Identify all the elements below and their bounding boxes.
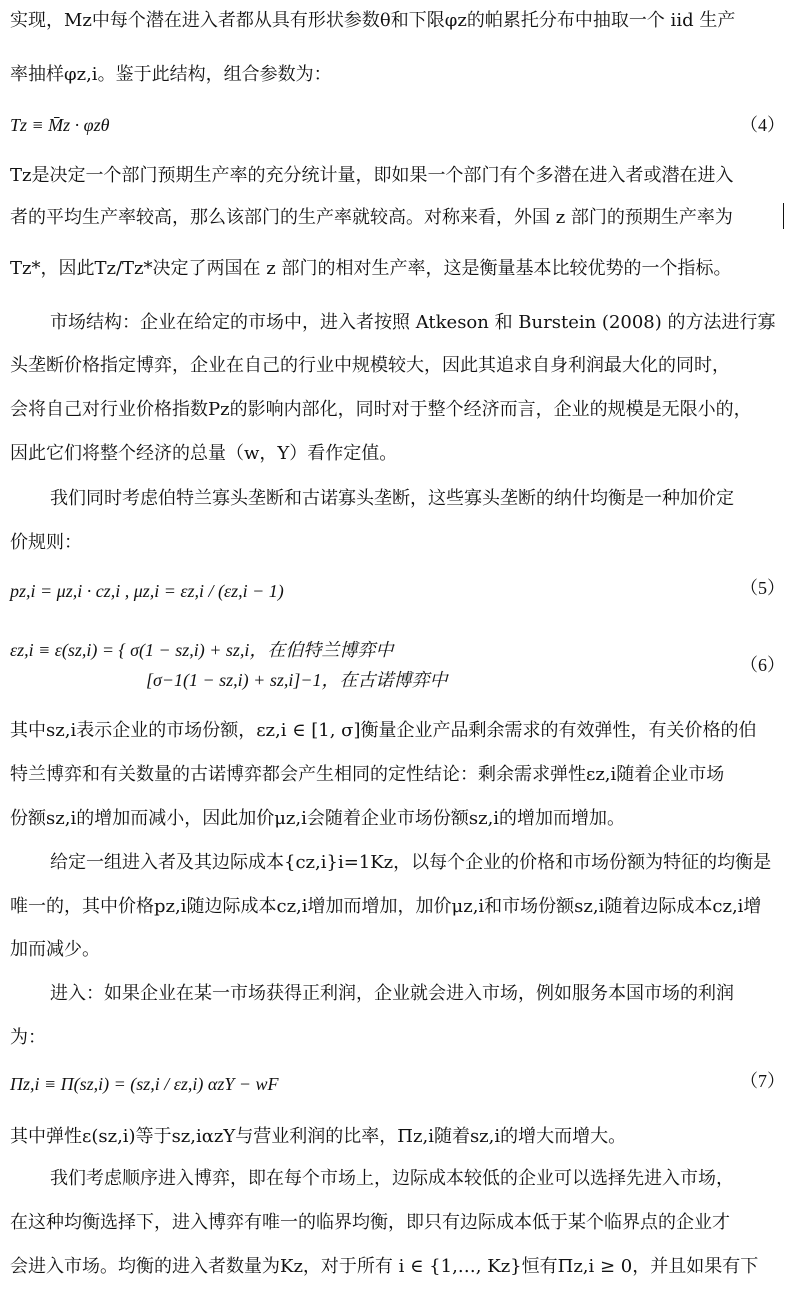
equation-7: Πz,i ≡ Π(sz,i) = (sz,i / εz,i) αzY − wF bbox=[10, 1074, 279, 1094]
text-line: 其中sz,i表示企业的市场份额，εz,i ∈ [1, σ]衡量企业产品剩余需求的有效弹性，有关价格的伯 bbox=[10, 720, 757, 741]
text-line: 会进入市场。均衡的进入者数量为Kz，对于所有 i ∈ {1,…, Kz}恒有Πz,i ≥ 0，并且如果有下 bbox=[10, 1256, 759, 1277]
equation-number-7: （7） bbox=[740, 1071, 785, 1091]
text-line: 给定一组进入者及其边际成本{cz,i}i=1Kz，以每个企业的价格和市场份额为特征的均衡是 bbox=[50, 852, 772, 873]
paragraph-entry: 进入：如果企业在某一市场获得正利润，企业就会进入市场，例如服务本国市场的利润 bbox=[50, 983, 734, 1004]
text-line: 我们同时考虑伯特兰寡头垄断和古诺寡头垄断，这些寡头垄断的纳什均衡是一种加价定 bbox=[50, 488, 734, 509]
text-line: 唯一的，其中价格pz,i随边际成本cz,i增加而增加，加价μz,i和市场份额sz,i随着边际成本cz,i增 bbox=[10, 896, 762, 917]
equation-4: Tz ≡ M̄z · φzθ bbox=[10, 115, 110, 135]
text-line: 者的平均生产率较高，那么该部门的生产率就较高。对称来看，外国 z 部门的预期生产率为 bbox=[10, 207, 733, 228]
text-line: 加而减少。 bbox=[10, 939, 100, 960]
text-line: 在这种均衡选择下，进入博弈有唯一的临界均衡，即只有边际成本低于某个临界点的企业才 bbox=[10, 1212, 730, 1233]
text-line: 价规则： bbox=[10, 532, 82, 553]
text-line: 会将自己对行业价格指数Pz的影响内部化，同时对于整个经济而言，企业的规模是无限小的， bbox=[10, 399, 752, 420]
equation-number-6: （6） bbox=[740, 655, 785, 675]
paragraph-market-structure: 市场结构：企业在给定的市场中，进入者按照 Atkeson 和 Burstein (2008) 的方法进行寡 bbox=[50, 312, 776, 333]
text-line: Tz*，因此Tz/Tz*决定了两国在 z 部门的相对生产率，这是衡量基本比较优势的一个指标。 bbox=[10, 258, 732, 279]
text-line: 因此它们将整个经济的总量（w，Y）看作定值。 bbox=[10, 443, 398, 464]
text-cursor bbox=[783, 203, 784, 229]
equation-number-5: （5） bbox=[740, 578, 785, 598]
equation-number-4: （4） bbox=[740, 115, 785, 135]
text-line: 为： bbox=[10, 1027, 46, 1048]
text-line: Tz是决定一个部门预期生产率的充分统计量，即如果一个部门有个多潜在进入者或潜在进入 bbox=[10, 165, 734, 186]
text-line: 我们考虑顺序进入博弈，即在每个市场上，边际成本较低的企业可以选择先进入市场， bbox=[50, 1168, 734, 1189]
text-line: 其中弹性ε(sz,i)等于sz,iαzY与营业利润的比率，Πz,i随着sz,i的增大而增大。 bbox=[10, 1126, 627, 1147]
text-line: 头垄断价格指定博弈，企业在自己的行业中规模较大，因此其追求自身利润最大化的同时， bbox=[10, 355, 730, 376]
equation-6-case-1: εz,i ≡ ε(sz,i) = { σ(1 − sz,i) + sz,i，在伯特兰博弈中 bbox=[10, 640, 394, 660]
text-line: 特兰博弈和有关数量的古诺博弈都会产生相同的定性结论：剩余需求弹性εz,i随着企业市场 bbox=[10, 764, 725, 785]
equation-6-case-2: [σ−1(1 − sz,i) + sz,i]−1，在古诺博弈中 bbox=[146, 670, 448, 690]
equation-5: pz,i = μz,i · cz,i , μz,i = εz,i / (εz,i − 1) bbox=[10, 581, 284, 601]
text-line: 实现，Mz中每个潜在进入者都从具有形状参数θ和下限φz的帕累托分布中抽取一个 iid 生产 bbox=[10, 10, 736, 31]
text-line: 率抽样φz,i。鉴于此结构，组合参数为： bbox=[10, 64, 332, 85]
text-line: 份额sz,i的增加而减小，因此加价μz,i会随着企业市场份额sz,i的增加而增加。 bbox=[10, 808, 626, 829]
